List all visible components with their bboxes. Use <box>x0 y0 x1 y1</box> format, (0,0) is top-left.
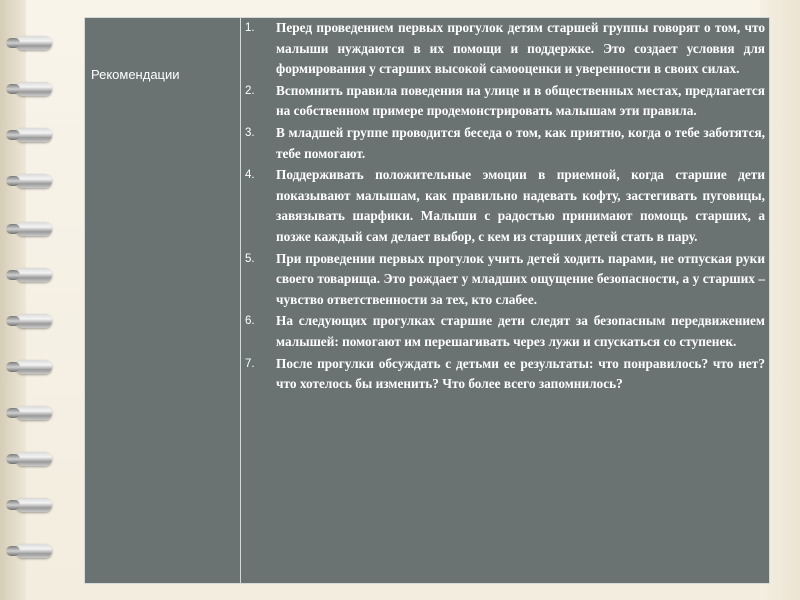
binder-ring <box>16 128 52 142</box>
recommendations-list <box>241 18 765 395</box>
binder-ring <box>16 36 52 50</box>
item-number: 6. <box>245 315 255 328</box>
list-item <box>241 123 765 164</box>
binder-ring <box>16 268 52 282</box>
list-item <box>241 311 765 352</box>
binder-ring <box>16 544 52 558</box>
binder-ring <box>16 174 52 188</box>
label-cell <box>85 18 240 583</box>
list-item <box>241 354 765 395</box>
list-item <box>241 18 765 80</box>
row-label: Рекомендации <box>91 67 180 82</box>
item-number: 3. <box>245 126 255 139</box>
binder-ring <box>16 406 52 420</box>
item-number: 4. <box>245 169 255 182</box>
list-item <box>241 81 765 122</box>
binder-ring <box>16 82 52 96</box>
item-number: 5. <box>245 252 255 265</box>
item-text: Поддерживать положительные эмоции в приемной, когда старшие дети показывают малышам, как правильно надевать кофту, застегивать пуговицы, завязывать шарфики. Малыши с радостью принимают помощь старших, а позже каждый сам делает выбор, с кем из старших детей стать в пару. <box>276 167 765 244</box>
content-cell <box>241 18 765 396</box>
list-item <box>241 165 765 247</box>
binder-ring <box>16 222 52 236</box>
item-text: На следующих прогулках старшие дети следят за безопасным передвижением малышей: помогают им перешагивать через лужи и спускаться со ступенек. <box>276 313 765 349</box>
item-number: 2. <box>245 84 255 97</box>
item-text: После прогулки обсуждать с детьми ее результаты: что понравилось? что нет? что хотелось бы изменить? Что более всего запомнилось? <box>276 355 765 392</box>
item-text: Перед проведением первых прогулок детям старшей группы говорят о том, что малыши нуждаются в их помощи и поддержке. Это создает условия для формирования у старших высокой самооценки и уверенности в своих силах. <box>276 20 765 77</box>
item-text: При проведении первых прогулок учить детей ходить парами, не отпуская руки своего товарища. Это рождает у младших ощущение безопасности, а у старших – чувство ответственности за тех, кто слабее. <box>276 250 765 307</box>
item-number: 7. <box>245 357 255 370</box>
item-number: 1. <box>245 22 255 34</box>
item-text: Вспомнить правила поведения на улице и в общественных местах, предлагается на собственном примере продемонстрировать малышам эти правила. <box>276 82 765 119</box>
binder-ring <box>16 498 52 512</box>
item-text: В младшей группе проводится беседа о том, как приятно, когда о тебе заботятся, тебе помогают. <box>276 124 765 161</box>
binder-ring <box>16 452 52 466</box>
list-item <box>241 249 765 311</box>
binder-ring <box>16 314 52 328</box>
binder-ring <box>16 360 52 374</box>
